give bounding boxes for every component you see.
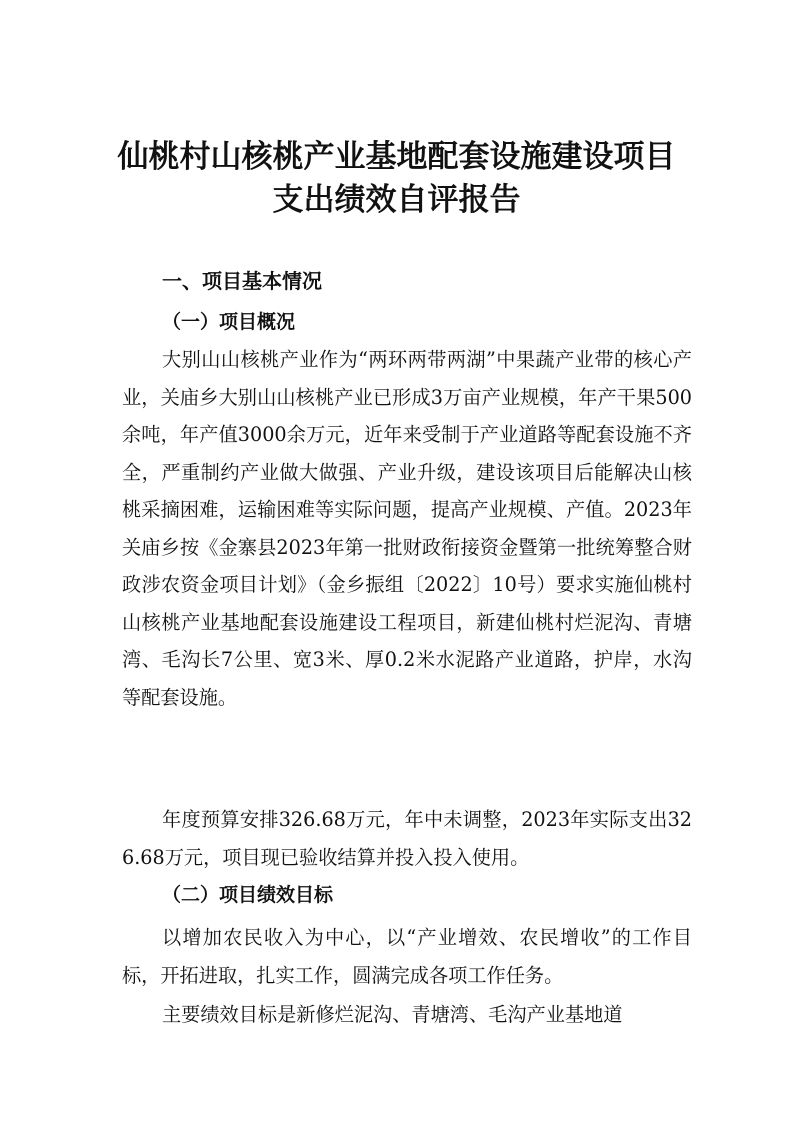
document-title-line-1: 仙桃村山核桃产业基地配套设施建设项目 bbox=[117, 139, 676, 175]
section-heading-basic-info: 一、项目基本情况 bbox=[162, 269, 322, 293]
paragraph-work-goals: 以增加农民收入为中心，以“产业增效、农民增收”的工作目标，开拓进取，扎实工作，圆满完成各项工作任务。 bbox=[122, 926, 692, 987]
paragraph-budget: 年度预算安排326.68万元，年中未调整，2023年实际支出326.68万元，项目现已验收结算并投入投入使用。 bbox=[122, 808, 692, 869]
paragraph-main-goals: 主要绩效目标是新修烂泥沟、青塘湾、毛沟产业基地道 bbox=[162, 1003, 623, 1026]
subsection-heading-performance-goals: （二）项目绩效目标 bbox=[162, 884, 334, 906]
document-title-line-2: 支出绩效自评报告 bbox=[272, 182, 521, 218]
paragraph-project-overview: 大别山山核桃产业作为“两环两带两湖”中果蔬产业带的核心产业，关庙乡大别山山核桃产业已形成3万亩产业规模，年产干果500余吨，年产值3000余万元，近年来受制于产业道路等配套设施不齐全，严重制约产业做大做强、产业升级，建设该项目后能解决山核桃采摘困难，运输困难等实际问题，提高产业规模、产值。2023年关庙乡按《金寨县2023年第一批财政衔接资金暨第一批统筹整合财政涉农资金项目计划》（金乡振组〔2022〕10号）要求实施仙桃村山核桃产业基地配套设施建设工程项目，新建仙桃村烂泥沟、青塘湾、毛沟长7公里、宽3米、厚0.2米水泥路产业道路，护岸，水沟等配套设施。 bbox=[122, 348, 692, 709]
subsection-heading-overview: （一）项目概况 bbox=[162, 311, 296, 333]
